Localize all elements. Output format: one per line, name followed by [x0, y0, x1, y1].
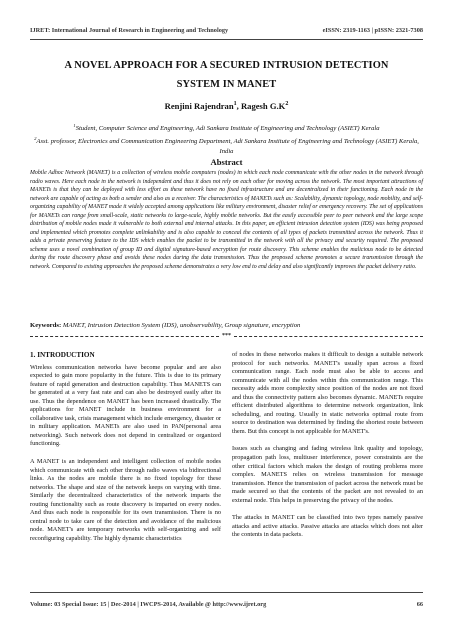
header-rule	[30, 39, 423, 40]
author-2: Ragesh G.K	[240, 101, 286, 111]
author-1-mark: 1	[233, 101, 237, 108]
title-line-2: SYSTEM IN MANET	[176, 79, 277, 90]
affiliation-1-mark: 1	[73, 123, 76, 128]
divider-dash-left	[30, 336, 219, 337]
running-header	[30, 27, 423, 34]
issn-info: eISSN: 2319-1163 | pISSN: 2321-7308	[322, 27, 423, 34]
paragraph: The attacks in MANET can be classified into two types namely passive attacks and active attacks. Passive attacks are attacks which does not alter the contents in data packets.	[232, 514, 423, 539]
affiliation-2	[34, 134, 419, 157]
right-column	[232, 351, 423, 549]
paragraph: of nodes in these networks makes it difficult to design a suitable network protocol for such networks. MANET's usually span across a fixed communication range. Each node must also be able to access and communicate with all the nodes within this communication range. This necessity adds more complexity since position of the nodes are not fixed and thus the connectivity pattern also becomes dynamic. MANETs require efficient distributed algorithms to determine network organization, link scheduling, and routing. Usually in static networks optimal route from source to destination was determined by finding the shortest route between them. But this concept is not applicable for MANET's.	[232, 351, 423, 435]
abstract-heading: Abstract	[210, 157, 243, 167]
journal-name: IJRET: International Journal of Research in Engineering and Technology	[30, 27, 229, 34]
divider-stars: ***	[222, 333, 231, 339]
title-line-1: A NOVEL APPROACH FOR A SECURED INTRUSION DETECTION	[64, 60, 389, 71]
divider-dash-right	[234, 336, 423, 337]
section-divider	[30, 333, 423, 339]
paragraph: A MANET is an independent and intelligent collection of mobile nodes which communicate with each other through radio waves via bidirectional links. As the nodes are mobile there is no fixed topology for these networks. The shape and size of the network keeps on varying with time. Similarly the decentralized characteristics of the network imparts the routing functionality such as route discovery is imparted on every nodes. And thus each node is responsible for its own transmission. There is no central node to take care of the detection and avoidance of the malicious node. MANET's are temporary networks with self-organizing and self reconfiguring capability. The highly dynamic characteristics	[30, 458, 221, 542]
author-list	[30, 101, 423, 111]
section-heading-introduction: 1. INTRODUCTION	[30, 351, 95, 359]
paragraph: Issues such as changing and fading wireless link quality and topology, propagation path loss, multiuser interference, power constraints are the other critical factors which makes the design of routing problems more complex. MANETS relies on wireless transmission for message transmission. Hence the transmission of packet across the network must be made secured so that the contents of the packet are not revealed to an external node. This helps in preserving the privacy of the nodes.	[232, 445, 423, 504]
keywords-label: Keywords:	[30, 322, 62, 329]
affiliations	[34, 121, 419, 157]
footer-rule	[30, 592, 423, 593]
affiliation-2-mark: 2	[34, 136, 37, 142]
paper-title	[30, 56, 423, 94]
paragraph: Wireless communication networks have become popular and are also expected to gain more popularity in the future. This is due to its primary feature of rapid generation and destruction capability. Thus MANETS can be generated at a very fast rate and can also be destroyed easily after its use. Thus the dependence on MANET has been increased drastically. The applications for MANET include in business environment for a collaborative task, crisis management which include emergency, disaster or in military application. MANETs are also used in PAN(personal area networking). Such network does not depend in centralized or organized functioning.	[30, 363, 221, 448]
author-1: Renjini Rajendran	[164, 101, 234, 111]
keywords	[30, 322, 423, 329]
affiliation-2-text: Asst. professor, Electronics and Communication Engineering Department, Adi Sankara Institute of Engineering and Technology (ASIET) Kerala, India	[36, 138, 419, 156]
page-number: 66	[416, 601, 423, 608]
running-footer	[30, 601, 423, 608]
keywords-text: MANET, Intrusion Detection System (IDS), unobservability, Group signature, encryption	[61, 322, 301, 329]
affiliation-1	[34, 121, 419, 134]
author-separator: ,	[236, 101, 241, 111]
author-2-mark: 2	[285, 101, 289, 108]
left-column	[30, 351, 221, 552]
affiliation-1-text: Student, Computer Science and Engineering, Adi Sankara Institute of Engineering and Technology (ASIET) Kerala	[75, 125, 380, 133]
abstract-text: Mobile Adhoc Network (MANET) is a collection of wireless mobile computers (nodes) in which each node communicate with the other nodes in the network through radio waves. Here each node in the network is independent and thus it does not rely on each other for moving across the network. The most important attractions of MANETs is that they can be deployed with less effort as these network have no fixed infrastructure and are decentralized in their functioning. Each node in the network are capable of acting as both a sender and also as a receiver. The characteristics of MANETs such as: Scalability, dynamic topology, node mobility, and self-organizing capability of MANET made it widely accepted among applications like military environment, disaster relief or emergency recovery. The set of applications for MANETs can range from small-scale, static networks to large-scale, highly mobile networks. But the easily accessible peer to peer network and the large scope distribution of mobile nodes made it vulnerable to both external and internal attacks. In this paper, an efficient intrusion detection system (IDS) was being proposed and implemented which promotes complete unlinkability and is also capable to conceal the contents of all types of packets transmitted across the network. Thus it adds a private preserving feature to the IDS which enables the packet to be transmitted in the network with all the privacy and security required. The proposed scheme uses a novel combination of group ID and digital signature-based encryption for route discovery. This scheme enables the malicious node to be detected during the route discovery phase and avoids these nodes during the data transmission. Thus the proposed scheme promotes a secure transmission through the network. Compared to existing approaches the proposed scheme demonstrates a very low end to end delay and also significantly improves the packet delivery ratio.	[30, 170, 423, 270]
volume-info: Volume: 03 Special Issue: 15 | Dec-2014 | IWCPS-2014, Available @ http://www.ijret.org	[30, 601, 267, 608]
